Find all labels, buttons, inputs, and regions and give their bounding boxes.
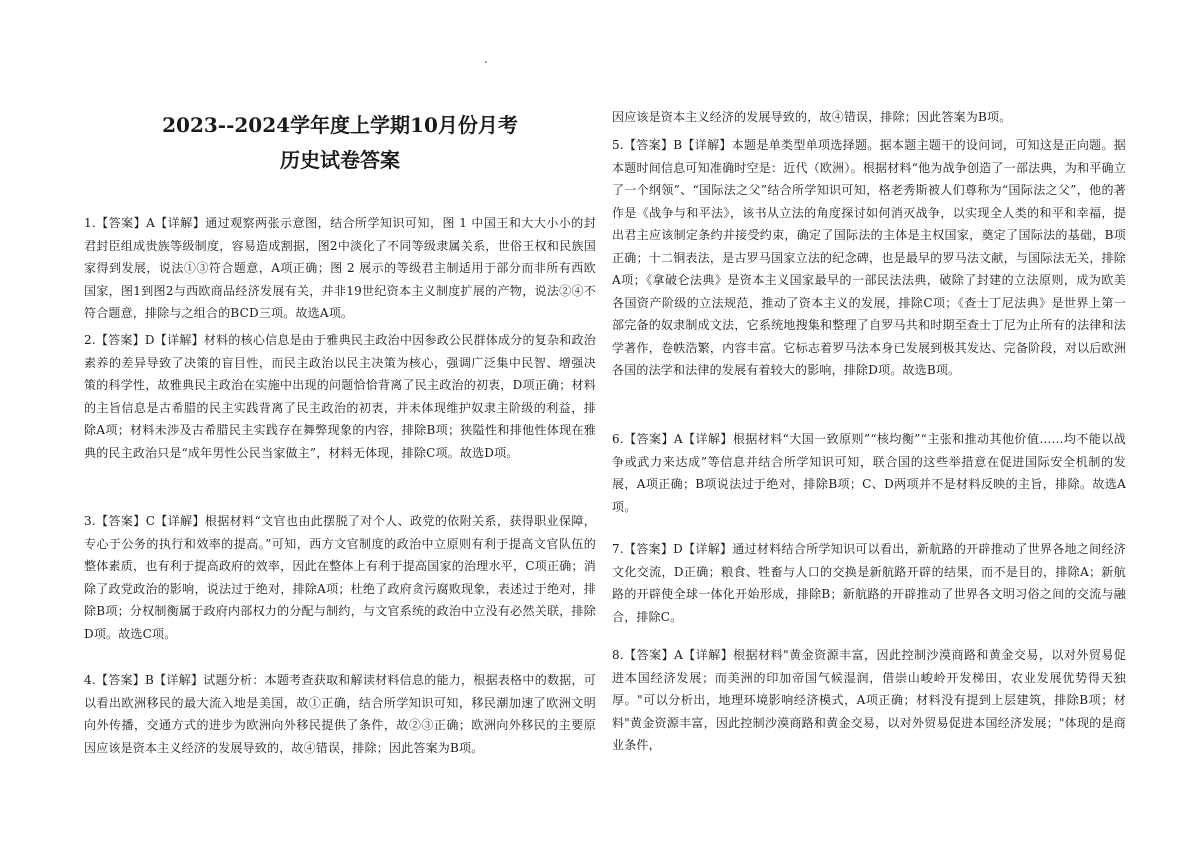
page-subtitle: 历史试卷答案: [280, 148, 400, 172]
page-title: 2023--2024学年度上学期10月份月考: [162, 113, 518, 137]
answer-3: 3.【答案】C【详解】根据材料“文官也由此摆脱了对个人、政党的依附关系，获得职业保障，专心于公务的执行和效率的提高。”可知，西方文官制度的政治中立原则有利于提高文官队伍的整体素质，也有利于提高政府的效率，因此在整体上有利于提高国家的治理水平，C项正确；消除了政党政治的影响，说法过于绝对，排除A项；杜绝了政府贪污腐败现象，表述过于绝对，排除B项；分权制衡属于政府内部权力的分配与制约，与文官系统的政治中立没有必然关联，排除D项。故选C项。: [84, 514, 596, 641]
answer-4: 4.【答案】B【详解】试题分析：本题考查获取和解读材料信息的能力，根据表格中的数据，可以看出欧洲移民的最大流入地是美国，故①正确，结合所学知识可知，移民潮加速了欧洲文明向外传播，交通方式的进步为欧洲向外移民提供了条件，故②③正确；欧洲向外移民的主要原因应该是资本主义经济的发展导致的，故④错误，排除；因此答案为B项。: [84, 673, 596, 755]
answer-6: 6.【答案】A【详解】根据材料“大国一致原则”“核均衡”“主张和推动其他价值……均不能以战争或武力来达成”等信息并结合所学知识可知，联合国的这些举措意在促进国际安全机制的发展，A项正确；B项说法过于绝对，排除B项；C、D两项并不是材料反映的主旨，排除。故选A项。: [612, 432, 1126, 514]
answer-1: 1.【答案】A【详解】通过观察两张示意图，结合所学知识可知，图 1 中国王和大大小小的封君封臣组成贵族等级制度，容易造成割据，图2中淡化了不同等级隶属关系，世俗王权和民族国家得到发展，说法①③符合题意，A项正确；图 2 展示的等级君主制适用于部分而非所有西欧国家，图1到图2与西欧商品经济发展有关，并非19世纪资本主义制度扩展的产物，说法②④不符合题意，排除与之组合的BCD三项。故选A项。: [84, 216, 596, 320]
answer-2: 2.【答案】D【详解】材料的核心信息是由于雅典民主政治中因参政公民群体成分的复杂和政治素养的差异导致了决策的盲目性，而民主政治以民主决策为核心，强调广泛集中民智、增强决策的科学性，故雅典民主政治在实施中出现的问题恰恰背离了民主政治的初衷，D项正确；材料的主旨信息是古希腊的民主实践背离了民主政治的初衷，并未体现维护奴隶主阶级的利益，排除A项；材料未涉及古希腊民主实践存在舞弊现象的内容，排除B项；狭隘性和排他性体现在雅典的民主政治只是“成年男性公民当家做主”，材料无体现，排除C项。故选D项。: [84, 333, 596, 460]
answer-8: 8.【答案】A【详解】根据材料"黄金资源丰富，因此控制沙漠商路和黄金交易，以对外贸易促进本国经济发展；而美洲的印加帝国气候湿润，借崇山峻岭开发梯田，农业发展优势得天独厚。"可以分析出，地理环境影响经济模式，A项正确；材料没有提到上层建筑，排除B项；材料"黄金资源丰富，因此控制沙漠商路和黄金交易，以对外贸易促进本国经济发展；"体现的是商业条件，: [612, 648, 1126, 752]
answer-5: 5.【答案】B【详解】本题是单类型单项选择题。据本题主题干的设问词，可知这是正向题。据本题时间信息可知准确时空是：近代（欧洲）。根据材料“他为战争创造了一部法典，为和平确立了一个纲领”、“国际法之父”结合所学知识可知，格老秀斯被人们尊称为“国际法之父”，他的著作是《战争与和平法》，该书从立法的角度探讨如何消灭战争，以实现全人类的和平和幸福，提出君主应该制定条约并接受约束，确定了国际法的主体是主权国家，奠定了国际法的基础，B项正确；十二铜表法，是古罗马国家立法的纪念碑，也是最早的罗马法文献，与国际法无关，排除A项；《拿破仑法典》是资本主义国家最早的一部民法法典，破除了封建的立法原则，成为欧美各国资产阶级的立法规范，推动了资本主义的发展，排除C项；《查士丁尼法典》是世界上第一部完备的奴隶制成文法，它系统地搜集和整理了自罗马共和时期至查士丁尼为止所有的法律和法学著作，卷帙浩繁，内容丰富。它标志着罗马法本身已发展到极其发达、完备阶段，对以后欧洲各国的法学和法律的发展有着较大的影响，排除D项。故选B项。: [612, 138, 1126, 377]
answer-4-continued: 因应该是资本主义经济的发展导致的，故④错误，排除；因此答案为B项。: [612, 110, 1012, 124]
answer-7: 7.【答案】D【详解】通过材料结合所学知识可以看出，新航路的开辟推动了世界各地之间经济文化交流，D正确；粮食、牲畜与人口的交换是新航路开辟的结果，而不是目的，排除A；新航路的开辟使全球一体化开始形成，排除B；新航路的开辟推动了世界各文明习俗之间的交流与融合，排除C。: [612, 542, 1126, 624]
page-dot: .: [484, 52, 488, 66]
